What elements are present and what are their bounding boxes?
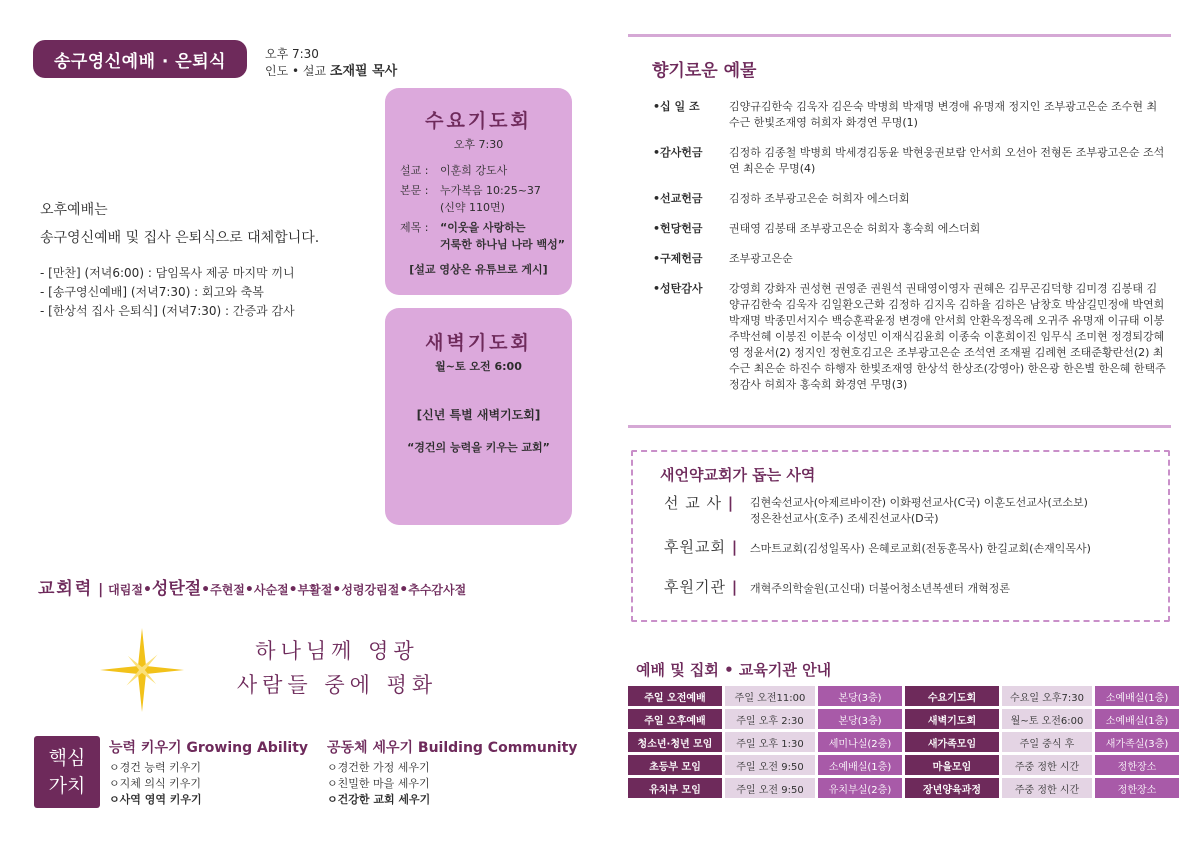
dawn-title: 새벽기도회 xyxy=(425,332,532,354)
schedule-cell: 본당(3층) xyxy=(818,709,902,729)
offering-names: 권태영 김봉태 조부광고은순 허희자 홍숙희 에스더회 xyxy=(729,222,981,235)
core-label-line1: 핵심 xyxy=(48,747,86,769)
core-item: ㅇ건강한 교회 세우기 xyxy=(327,793,431,806)
text-label: 본문 : xyxy=(400,184,429,197)
mission-label-text: 후원교회 xyxy=(664,538,726,556)
mission-label: 후원기관 | xyxy=(664,578,739,596)
note-item: - [만찬] (저녁6:00) : 담임목사 제공 마지막 끼니 xyxy=(40,266,295,280)
offering-label: •십 일 조 xyxy=(653,100,700,113)
offering-label: •선교헌금 xyxy=(653,192,703,205)
mission-line: 정은찬선교사(호주) 조세진선교사(D국) xyxy=(750,512,939,525)
wednesday-subject-row xyxy=(400,219,572,253)
offering-names: 김양규김한숙 김욱자 김은숙 박병희 박재명 변경애 유명재 정지인 조부광고은순 조수현 최수근 한빛조재영 허희자 화경연 무명(1) xyxy=(729,100,1158,129)
note-item: - [한상석 집사 은퇴식] (저녁7:30) : 간증과 감사 xyxy=(40,304,295,318)
subject-label: 제목 : xyxy=(400,221,429,234)
schedule-cell: 주중 정한 시간 xyxy=(1002,778,1092,798)
schedule-cell: 수요기도회 xyxy=(905,686,999,706)
note-item: - [송구영신예배] (저녁7:30) : 회고와 축복 xyxy=(40,285,264,299)
speaker-label: 설교 : xyxy=(400,164,429,177)
schedule-cell: 초등부 모임 xyxy=(628,755,722,775)
schedule-cell: 장년양육과정 xyxy=(905,778,999,798)
schedule-row xyxy=(628,755,1179,775)
offering-names: 김정하 김종철 박병희 박세경김동윤 박현웅권보람 안서희 오선아 전형돈 조부광고은순 조석연 최은순 무명(4) xyxy=(729,146,1165,175)
church-calendar: 교회력 | 대림절•성탄절•주현절•사순절•부활절•성령강림절•추수감사절 xyxy=(38,579,467,599)
service-lead-label: 인도 • 설교 xyxy=(265,64,327,78)
offering-row xyxy=(653,145,1173,177)
scripture: 누가복음 10:25~37 xyxy=(440,184,541,197)
schedule-cell: 월~토 오전6:00 xyxy=(1002,709,1092,729)
schedule-cell: 주일 오전11:00 xyxy=(725,686,815,706)
wednesday-text-row xyxy=(400,182,572,216)
schedule-cell: 소예배실(1층) xyxy=(1095,686,1179,706)
wednesday-notice: [설교 영상은 유튜브로 게시] xyxy=(409,263,548,276)
offering-label: •헌당헌금 xyxy=(653,222,703,235)
mission-line: 김현숙선교사(아제르바이잔) 이화평선교사(C국) 이훈도선교사(코소보) xyxy=(750,496,1088,509)
core-item: ㅇ경건한 가정 세우기 xyxy=(327,761,430,774)
schedule-cell: 소예배실(1층) xyxy=(818,755,902,775)
core-item: ㅇ지체 의식 키우기 xyxy=(109,777,202,790)
season-item: 사순절 xyxy=(253,583,289,597)
service-meta xyxy=(265,46,397,80)
offering-row xyxy=(653,99,1173,131)
core-col-ability xyxy=(109,740,308,808)
schedule-row xyxy=(628,709,1179,729)
schedule-cell: 정한장소 xyxy=(1095,778,1179,798)
offering-label: •감사헌금 xyxy=(653,146,703,159)
schedule-row xyxy=(628,686,1179,706)
schedule-cell: 새가족모임 xyxy=(905,732,999,752)
slogan xyxy=(222,634,452,702)
schedule-cell: 주일 오후예배 xyxy=(628,709,722,729)
mission-label-text: 선 교 사 xyxy=(664,494,723,512)
dawn-card xyxy=(385,308,572,525)
slogan-line2: 사람들 중에 평화 xyxy=(236,673,438,697)
top-rule xyxy=(628,34,1171,37)
season-item: 추수감사절 xyxy=(408,583,467,597)
season-item: 대림절 xyxy=(108,583,143,597)
schedule-cell: 청소년·청년 모임 xyxy=(628,732,722,752)
schedule-title: 예배 및 집회 • 교육기관 안내 xyxy=(636,661,832,679)
schedule-cell: 주일 오후 2:30 xyxy=(725,709,815,729)
announcement-line1: 오후예배는 xyxy=(40,202,108,218)
dawn-theme: “경건의 능력을 키우는 교회” xyxy=(407,441,550,454)
schedule-cell: 세미나실(2층) xyxy=(818,732,902,752)
schedule-cell: 주중 정한 시간 xyxy=(1002,755,1092,775)
wednesday-card xyxy=(385,88,572,295)
core-item: ㅇ친밀한 마을 세우기 xyxy=(327,777,430,790)
schedule-cell: 정한장소 xyxy=(1095,755,1179,775)
offering-label: •성탄감사 xyxy=(653,282,703,295)
speaker-name: 이훈희 강도사 xyxy=(440,164,508,177)
schedule-cell: 주일 중식 후 xyxy=(1002,732,1092,752)
service-title: 송구영신예배 · 은퇴식 xyxy=(33,40,247,78)
core-col-community xyxy=(327,740,577,808)
announcement-notes xyxy=(40,264,295,321)
church-calendar-label: 교회력 xyxy=(38,579,94,599)
star-icon xyxy=(100,628,184,712)
schedule-cell: 유치부실(2층) xyxy=(818,778,902,798)
subject-line2: 거룩한 하나님 나라 백성” xyxy=(440,238,565,251)
slogan-line1: 하나님께 영광 xyxy=(255,639,419,663)
offering-row xyxy=(653,281,1173,393)
core-label-line2: 가치 xyxy=(48,775,86,797)
schedule-cell: 주일 오전 9:50 xyxy=(725,778,815,798)
core-item: ㅇ경건 능력 키우기 xyxy=(109,761,202,774)
offering-row xyxy=(653,191,1173,207)
dawn-special: [신년 특별 새벽기도회] xyxy=(416,408,541,422)
service-lead xyxy=(265,63,397,80)
mission-row xyxy=(664,539,1164,557)
wednesday-speaker-row xyxy=(400,162,572,179)
core-col1-title: 능력 키우기 Growing Ability xyxy=(109,740,309,756)
offerings-title: 향기로운 예물 xyxy=(652,61,757,81)
season-item: 주현절 xyxy=(210,583,245,597)
core-values-label xyxy=(34,736,100,808)
subject-line1: “이웃을 사랑하는 xyxy=(440,221,526,234)
schedule-row xyxy=(628,778,1179,798)
schedule-table xyxy=(625,683,1182,801)
mission-line: 스마트교회(김성일목사) 은혜로교회(전동훈목사) 한길교회(손재익목사) xyxy=(750,542,1091,555)
schedule-cell: 본당(3층) xyxy=(818,686,902,706)
schedule-cell: 소예배실(1층) xyxy=(1095,709,1179,729)
offering-names: 강영희 강화자 권성현 권영준 권원석 권태영이영자 권혜은 김무곤김덕향 김미경 김봉태 김양규김한숙 김욱자 김일환오근화 김정하 김지옥 김하율 김하은 남창호 박삼길민정애 박연희 박재명 박종민서지수 백승훈곽윤정 변경애 안서희 안환옥정옥례 오귀주 유명재 이규태 이봉주박선혜 이봉진 이분숙 이성민 이재식김윤희 이종숙 이훈희이진 임무식 조미현 정경퇴강혜영 정윤서(2) 정지인 정현호김고은 조부광고은순 조석연 조재필 김례현 조태준황란선(2) 최수근 최은순 하진수 하행자 한빛조재영 한상석 한상조(강영아) 한은광 한은별 한은혜 한택주정감사 허희자 홍숙희 화경연 무명(3) xyxy=(729,282,1166,391)
scripture-note: (신약 110면) xyxy=(440,201,505,214)
schedule-cell: 수요일 오후7:30 xyxy=(1002,686,1092,706)
season-item: 부활절 xyxy=(297,583,333,597)
mission-label: 후원교회 | xyxy=(664,538,739,556)
offering-label: •구제헌금 xyxy=(653,252,703,265)
announcement-line2: 송구영신예배 및 집사 은퇴식으로 대체합니다. xyxy=(40,230,320,246)
mission-list xyxy=(664,495,1164,597)
offering-row xyxy=(653,221,1173,237)
mission-title: 새언약교회가 돕는 사역 xyxy=(660,466,816,484)
offering-row xyxy=(653,251,1173,267)
mission-label-text: 후원기관 xyxy=(664,578,726,596)
season-item: 성령강림절 xyxy=(341,583,400,597)
wednesday-title: 수요기도회 xyxy=(425,110,532,132)
offerings-list xyxy=(653,99,1173,403)
schedule-cell: 주일 오후 1:30 xyxy=(725,732,815,752)
core-item: ㅇ사역 영역 키우기 xyxy=(109,793,202,806)
mission-row xyxy=(664,495,1164,527)
core-col2-title: 공동체 세우기 Building Community xyxy=(327,740,578,756)
announcement xyxy=(40,196,319,252)
middle-rule xyxy=(628,425,1171,428)
offering-names: 조부광고은순 xyxy=(729,252,793,265)
dawn-time: 월~토 오전 6:00 xyxy=(435,360,522,373)
schedule-cell: 새가족실(3층) xyxy=(1095,732,1179,752)
mission-label: 선 교 사 | xyxy=(664,494,735,512)
schedule-row xyxy=(628,732,1179,752)
wednesday-time: 오후 7:30 xyxy=(453,138,504,151)
mission-row xyxy=(664,579,1164,597)
schedule-cell: 유치부 모임 xyxy=(628,778,722,798)
schedule-cell: 주일 오전 9:50 xyxy=(725,755,815,775)
mission-line: 개혁주의학술원(고신대) 더불어청소년복센터 개혁정론 xyxy=(750,582,1010,595)
schedule-cell: 마을모임 xyxy=(905,755,999,775)
season-item-current: 성탄절 xyxy=(151,579,202,599)
offering-names: 김정하 조부광고은순 허희자 에스더회 xyxy=(729,192,910,205)
schedule-cell: 새벽기도회 xyxy=(905,709,999,729)
service-time: 오후 7:30 xyxy=(265,47,319,61)
schedule-cell: 주일 오전예배 xyxy=(628,686,722,706)
service-lead-name: 조재필 목사 xyxy=(329,64,398,79)
